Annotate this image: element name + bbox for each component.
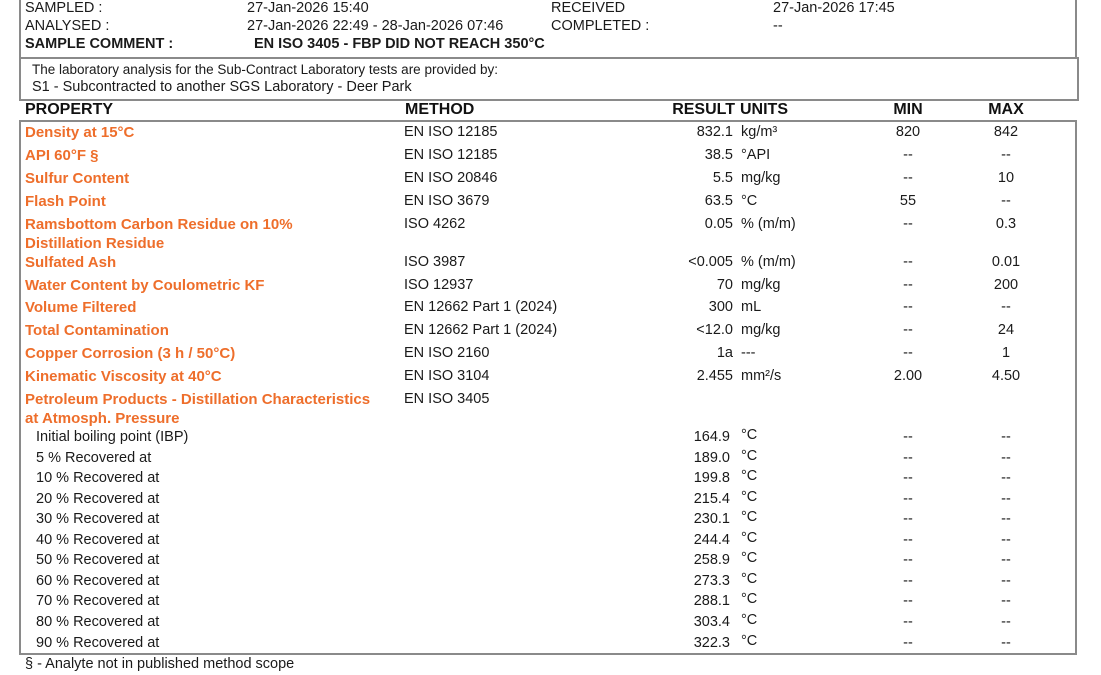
row-property: Density at 15°C bbox=[25, 124, 135, 141]
table-bottom-line bbox=[19, 653, 1077, 655]
row-property: Ramsbottom Carbon Residue on 10% bbox=[25, 216, 293, 233]
row-result: <0.005 bbox=[688, 254, 733, 270]
row-result: 70 bbox=[716, 277, 733, 293]
row-units: mg/kg bbox=[741, 322, 781, 338]
distillation-result: 230.1 bbox=[693, 511, 730, 527]
row-method: EN ISO 3104 bbox=[404, 368, 490, 384]
row-max: 24 bbox=[997, 322, 1015, 338]
distillation-units: °C bbox=[741, 550, 758, 566]
row-units: mg/kg bbox=[741, 277, 781, 293]
row-max: -- bbox=[1001, 193, 1011, 209]
completed-value: -- bbox=[773, 18, 783, 34]
frame-left-top bbox=[19, 0, 21, 58]
distillation-result: 189.0 bbox=[693, 450, 730, 466]
table-header-line bbox=[19, 120, 1077, 122]
distillation-max: -- bbox=[1001, 450, 1011, 466]
row-min: -- bbox=[903, 345, 913, 361]
row-units: % (m/m) bbox=[741, 254, 796, 270]
row-property-continued: Distillation Residue bbox=[25, 235, 165, 252]
distillation-units: °C bbox=[741, 468, 758, 484]
column-header-units: UNITS bbox=[740, 101, 788, 118]
column-header-result: RESULT bbox=[672, 101, 735, 118]
row-method: ISO 12937 bbox=[404, 277, 474, 293]
row-method: EN ISO 3405 bbox=[404, 391, 490, 407]
row-method: EN ISO 2160 bbox=[404, 345, 490, 361]
row-units: --- bbox=[741, 345, 756, 361]
row-property: Total Contamination bbox=[25, 322, 169, 339]
distillation-max: -- bbox=[1001, 491, 1011, 507]
distillation-result: 164.9 bbox=[693, 429, 730, 445]
distillation-max: -- bbox=[1001, 635, 1011, 651]
sample-comment-value: EN ISO 3405 - FBP DID NOT REACH 350°C bbox=[254, 36, 545, 52]
distillation-min: -- bbox=[903, 429, 913, 445]
row-max: 200 bbox=[993, 277, 1019, 293]
row-units: °C bbox=[741, 193, 758, 209]
row-min: -- bbox=[903, 254, 913, 270]
distillation-max: -- bbox=[1001, 532, 1011, 548]
distillation-max: -- bbox=[1001, 552, 1011, 568]
distillation-result: 258.9 bbox=[693, 552, 730, 568]
row-result: 5.5 bbox=[712, 170, 733, 186]
column-header-property: PROPERTY bbox=[25, 101, 114, 118]
distillation-result: 215.4 bbox=[693, 491, 730, 507]
distillation-min: -- bbox=[903, 491, 913, 507]
row-min: -- bbox=[903, 277, 913, 293]
row-result: 63.5 bbox=[704, 193, 733, 209]
distillation-label: 70 % Recovered at bbox=[36, 593, 160, 609]
column-header-method: METHOD bbox=[405, 101, 475, 118]
distillation-units: °C bbox=[741, 530, 758, 546]
frame-left-table bbox=[19, 120, 21, 655]
distillation-units: °C bbox=[741, 509, 758, 525]
distillation-min: -- bbox=[903, 573, 913, 589]
sample-comment-label: SAMPLE COMMENT : bbox=[25, 36, 174, 52]
completed-label: COMPLETED : bbox=[551, 18, 650, 34]
row-method: EN 12662 Part 1 (2024) bbox=[404, 322, 558, 338]
distillation-result: 303.4 bbox=[693, 614, 730, 630]
footnote: § - Analyte not in published method scope bbox=[25, 656, 295, 672]
row-min: -- bbox=[903, 170, 913, 186]
row-max: -- bbox=[1001, 147, 1011, 163]
distillation-units: °C bbox=[741, 571, 758, 587]
row-units: % (m/m) bbox=[741, 216, 796, 232]
row-method: EN 12662 Part 1 (2024) bbox=[404, 299, 558, 315]
distillation-max: -- bbox=[1001, 429, 1011, 445]
row-max: 0.01 bbox=[991, 254, 1021, 270]
row-property: API 60°F § bbox=[25, 147, 99, 164]
row-property-continued: at Atmosph. Pressure bbox=[25, 410, 180, 427]
row-result: 832.1 bbox=[696, 124, 733, 140]
row-property: Sulfur Content bbox=[25, 170, 130, 187]
row-result: 2.455 bbox=[696, 368, 733, 384]
column-header-min: MIN bbox=[893, 101, 923, 118]
row-result: 1a bbox=[716, 345, 733, 361]
distillation-min: -- bbox=[903, 511, 913, 527]
analysed-value: 27-Jan-2026 22:49 - 28-Jan-2026 07:46 bbox=[247, 18, 504, 34]
row-max: -- bbox=[1001, 299, 1011, 315]
sampled-label: SAMPLED : bbox=[25, 0, 103, 16]
distillation-label: 40 % Recovered at bbox=[36, 532, 160, 548]
row-units: kg/m³ bbox=[741, 124, 778, 140]
analysed-label: ANALYSED : bbox=[25, 18, 110, 34]
distillation-max: -- bbox=[1001, 470, 1011, 486]
distillation-max: -- bbox=[1001, 573, 1011, 589]
row-max: 1 bbox=[1001, 345, 1011, 361]
distillation-result: 273.3 bbox=[693, 573, 730, 589]
row-min: -- bbox=[903, 299, 913, 315]
distillation-units: °C bbox=[741, 633, 758, 649]
distillation-min: -- bbox=[903, 635, 913, 651]
row-result: 0.05 bbox=[704, 216, 733, 232]
subcontract-line-1: The laboratory analysis for the Sub-Contract Laboratory tests are provided by: bbox=[32, 62, 498, 77]
row-min: 55 bbox=[899, 193, 917, 209]
distillation-label: 90 % Recovered at bbox=[36, 635, 160, 651]
distillation-label: 30 % Recovered at bbox=[36, 511, 160, 527]
distillation-label: 50 % Recovered at bbox=[36, 552, 160, 568]
distillation-result: 288.1 bbox=[693, 593, 730, 609]
row-max: 842 bbox=[993, 124, 1019, 140]
distillation-label: 10 % Recovered at bbox=[36, 470, 160, 486]
distillation-min: -- bbox=[903, 450, 913, 466]
row-max: 0.3 bbox=[995, 216, 1017, 232]
distillation-label: Initial boiling point (IBP) bbox=[36, 429, 189, 445]
subcontract-line-2: S1 - Subcontracted to another SGS Laboratory - Deer Park bbox=[32, 79, 412, 95]
row-property: Water Content by Coulometric KF bbox=[25, 277, 265, 294]
row-result: 300 bbox=[708, 299, 733, 315]
distillation-units: °C bbox=[741, 612, 758, 628]
distillation-min: -- bbox=[903, 593, 913, 609]
row-method: ISO 3987 bbox=[404, 254, 466, 270]
distillation-units: °C bbox=[741, 489, 758, 505]
distillation-result: 199.8 bbox=[693, 470, 730, 486]
row-units: °API bbox=[741, 147, 771, 163]
row-result: 38.5 bbox=[704, 147, 733, 163]
row-property: Petroleum Products - Distillation Characteristics bbox=[25, 391, 371, 408]
row-property: Copper Corrosion (3 h / 50°C) bbox=[25, 345, 236, 362]
distillation-label: 5 % Recovered at bbox=[36, 450, 152, 466]
distillation-min: -- bbox=[903, 552, 913, 568]
distillation-result: 244.4 bbox=[693, 532, 730, 548]
received-label: RECEIVED bbox=[551, 0, 626, 16]
distillation-min: -- bbox=[903, 532, 913, 548]
row-property: Kinematic Viscosity at 40°C bbox=[25, 368, 222, 385]
distillation-units: °C bbox=[741, 591, 758, 607]
sampled-value: 27-Jan-2026 15:40 bbox=[247, 0, 369, 16]
distillation-max: -- bbox=[1001, 614, 1011, 630]
row-min: -- bbox=[903, 216, 913, 232]
row-method: EN ISO 3679 bbox=[404, 193, 490, 209]
received-value: 27-Jan-2026 17:45 bbox=[773, 0, 895, 16]
distillation-min: -- bbox=[903, 470, 913, 486]
row-property: Flash Point bbox=[25, 193, 106, 210]
distillation-result: 322.3 bbox=[693, 635, 730, 651]
distillation-label: 80 % Recovered at bbox=[36, 614, 160, 630]
column-header-max: MAX bbox=[988, 101, 1024, 118]
distillation-min: -- bbox=[903, 614, 913, 630]
row-method: EN ISO 20846 bbox=[404, 170, 498, 186]
frame-right-table bbox=[1075, 120, 1077, 655]
distillation-label: 60 % Recovered at bbox=[36, 573, 160, 589]
row-method: ISO 4262 bbox=[404, 216, 466, 232]
row-method: EN ISO 12185 bbox=[404, 147, 498, 163]
row-property: Sulfated Ash bbox=[25, 254, 117, 271]
row-result: <12.0 bbox=[696, 322, 733, 338]
row-max: 10 bbox=[997, 170, 1015, 186]
distillation-units: °C bbox=[741, 427, 758, 443]
distillation-units: °C bbox=[741, 448, 758, 464]
distillation-label: 20 % Recovered at bbox=[36, 491, 160, 507]
row-method: EN ISO 12185 bbox=[404, 124, 498, 140]
distillation-max: -- bbox=[1001, 511, 1011, 527]
row-min: 2.00 bbox=[893, 368, 923, 384]
row-min: -- bbox=[903, 147, 913, 163]
row-property: Volume Filtered bbox=[25, 299, 137, 316]
row-min: 820 bbox=[895, 124, 921, 140]
distillation-max: -- bbox=[1001, 593, 1011, 609]
row-units: mm²/s bbox=[741, 368, 782, 384]
row-max: 4.50 bbox=[991, 368, 1021, 384]
row-min: -- bbox=[903, 322, 913, 338]
row-units: mL bbox=[741, 299, 762, 315]
frame-right-top bbox=[1075, 0, 1077, 58]
row-units: mg/kg bbox=[741, 170, 781, 186]
